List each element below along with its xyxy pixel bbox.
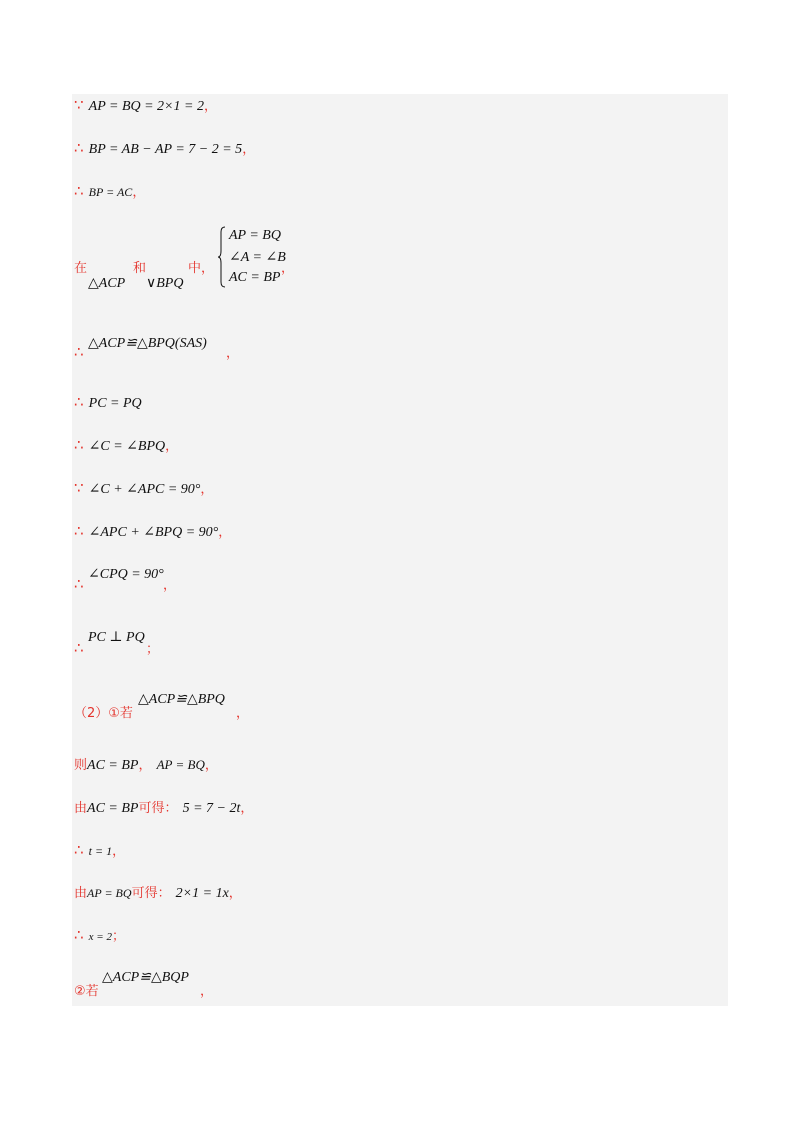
step-18-math: [102, 968, 189, 985]
step-10-math: [88, 565, 164, 582]
math-expression: ∠APC + ∠BPQ = 90°: [88, 525, 219, 540]
math-expression: △ACP≌△BQP: [102, 970, 189, 985]
math-expression: ∨BPQ: [146, 276, 184, 291]
math-expression: ∠CPQ = 90°: [88, 567, 164, 582]
math-expression: BP = AB − AP = 7 − 2 = 5: [88, 142, 243, 157]
step-7: ∴ ∠C = ∠BPQ，: [74, 436, 179, 454]
therefore-symbol: ∴: [74, 639, 84, 657]
step-13: 则AC = BP， AP = BQ，: [74, 757, 218, 773]
step-10-end: ，: [163, 578, 177, 593]
math-expression: PC ⊥ PQ: [88, 630, 145, 645]
step-4-and: 和: [133, 261, 147, 276]
system-row: AC = BP: [229, 270, 281, 285]
step-11-sym: [74, 640, 84, 656]
math-expression: △ACP≌△BPQ(SAS): [88, 336, 207, 351]
step-18-prefix: ②若: [74, 984, 99, 999]
step-4-prefix: 在: [74, 261, 88, 276]
because-symbol: ∵: [74, 479, 84, 497]
step-12-end: ，: [236, 706, 250, 721]
step-4-tri1: [88, 274, 125, 291]
math-expression: 2×1 = 1x: [175, 886, 229, 901]
step-2: ∴ BP = AB − AP = 7 − 2 = 5，: [74, 139, 256, 157]
therefore-symbol: ∴: [74, 575, 84, 593]
system-row: AP = BQ: [229, 228, 281, 243]
math-expression: △ACP≌△BPQ: [138, 692, 225, 707]
math-expression: x = 2: [88, 931, 112, 943]
math-expression: t = 1: [88, 844, 113, 858]
math-expression: AP = BQ: [87, 886, 132, 900]
math-expression: PC = PQ: [88, 396, 142, 411]
because-symbol: ∵: [74, 96, 84, 114]
step-12-prefix: （2）①若: [74, 706, 133, 721]
therefore-symbol: ∴: [74, 522, 84, 540]
math-expression: AP = BQ: [156, 757, 205, 772]
therefore-symbol: ∴: [74, 841, 84, 859]
math-expression: BP = AC: [88, 185, 133, 199]
math-expression: AP = BQ = 2×1 = 2: [88, 99, 204, 114]
left-brace-icon: [217, 226, 227, 288]
step-6: [74, 394, 142, 411]
step-4-end: ，: [281, 261, 295, 276]
step-18-end: ，: [200, 984, 214, 999]
therefore-symbol: ∴: [74, 139, 84, 157]
step-15: ∴ t = 1，: [74, 841, 126, 859]
math-expression: ∠C + ∠APC = 90°: [88, 482, 201, 497]
step-4-tri2: [146, 274, 183, 291]
step-3: ∴ BP = AC，: [74, 182, 146, 200]
system-row: ∠A = ∠B: [229, 250, 286, 265]
equation-system: [217, 226, 297, 288]
therefore-symbol: ∴: [74, 343, 84, 361]
math-expression: ∠C = ∠BPQ: [88, 439, 166, 454]
document-panel: [72, 94, 728, 1006]
therefore-symbol: ∴: [74, 182, 84, 200]
step-12-math: [138, 690, 225, 707]
therefore-symbol: ∴: [74, 436, 84, 454]
step-16: 由AP = BQ可得： 2×1 = 1x，: [74, 886, 242, 901]
step-9: ∴ ∠APC + ∠BPQ = 90°，: [74, 522, 232, 540]
math-expression: 5 = 7 − 2t: [182, 801, 241, 816]
therefore-symbol: ∴: [74, 393, 84, 411]
step-5-sym: [74, 344, 84, 360]
step-8: ∵ ∠C + ∠APC = 90°，: [74, 479, 214, 497]
step-11-end: ；: [146, 642, 160, 657]
step-4-mid: 中，: [188, 261, 215, 276]
step-17: ∴ x = 2；: [74, 926, 125, 944]
therefore-symbol: ∴: [74, 926, 84, 944]
step-14: 由AC = BP可得： 5 = 7 − 2t，: [74, 801, 254, 816]
step-11-math: [88, 628, 145, 645]
math-expression: AC = BP: [87, 801, 139, 816]
math-expression: AC = BP: [87, 758, 139, 773]
math-expression: △ACP: [88, 276, 126, 291]
step-10-sym: [74, 576, 84, 592]
step-5-end: ，: [226, 346, 240, 361]
step-5-math: [88, 334, 207, 351]
step-1: ∵ AP = BQ = 2×1 = 2，: [74, 96, 217, 114]
